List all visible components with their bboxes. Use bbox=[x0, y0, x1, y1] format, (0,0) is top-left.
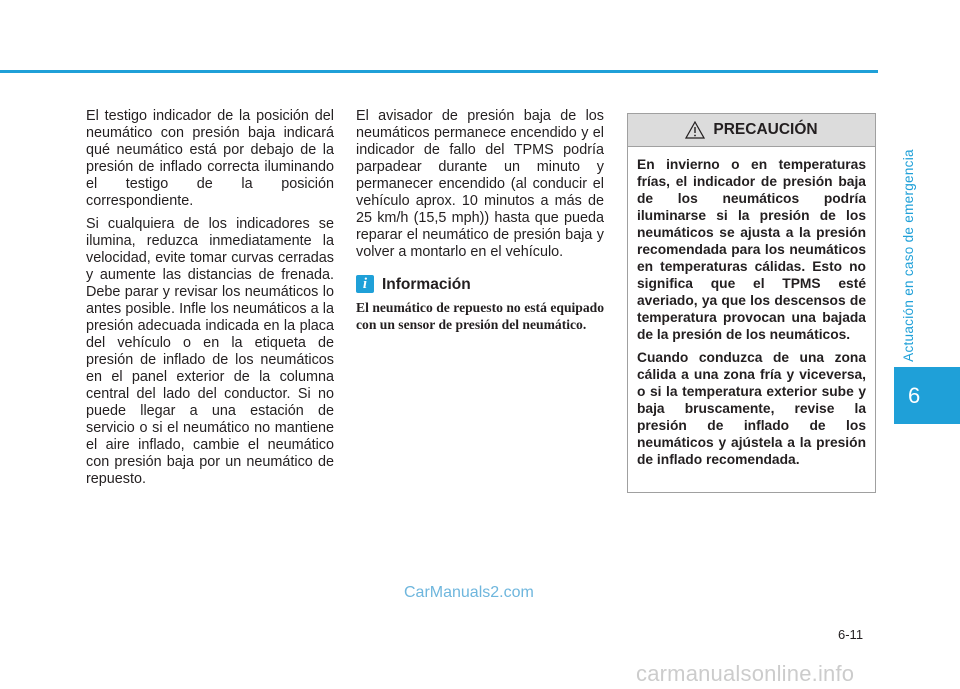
footer-watermark: carmanualsonline.info bbox=[636, 661, 855, 686]
section-side-label bbox=[896, 150, 920, 360]
chapter-number: 6 bbox=[908, 382, 921, 408]
column-left bbox=[86, 108, 334, 494]
caution-body bbox=[628, 147, 875, 468]
paragraph: Si cualquiera de los indicadores se ilumina, reduzca inmediatamente la velocidad, evite tomar curvas cerradas y aumente las distancias de frenada. Debe parar y revisar los neumáticos lo antes posible. Infle los neumáticos a la presión adecuada indicada en la placa del vehículo o en la etiqueta de presión de inflado de los neumáticos en el panel exterior de la columna central del lado del conductor. Si no puede llegar a una estación de servicio o si el neumático no mantiene el aire inflado, cambie el neumático con presión baja por un neumático de repuesto. bbox=[86, 216, 334, 487]
info-icon: i bbox=[356, 275, 374, 293]
caution-box bbox=[627, 113, 876, 493]
info-title: Información bbox=[382, 275, 471, 293]
paragraph: El avisador de presión baja de los neumáticos permanece encendido y el indicador de fallo del TPMS podría parpadear durante un minuto y permanecer encendido (al conducir el vehículo aprox. 10 minutos a más de 25 km/h (15,5 mph)) hasta que pueda reparar el neumático de presión baja y volver a montarlo en el vehículo. bbox=[356, 108, 604, 260]
caution-title: PRECAUCIÓN bbox=[713, 121, 818, 138]
warning-triangle-icon bbox=[685, 121, 705, 139]
header-rule bbox=[0, 70, 878, 73]
site-watermark: CarManuals2.com bbox=[404, 584, 534, 601]
caution-header bbox=[628, 114, 875, 147]
info-body: El neumático de repuesto no está equipado con un sensor de presión del neumático. bbox=[356, 300, 604, 332]
section-title: Actuación en caso de emergencia bbox=[900, 148, 916, 362]
info-header bbox=[356, 275, 604, 293]
caution-paragraph: Cuando conduzca de una zona cálida a una zona fría y viceversa, o si la temperatura exterior sube y baja bruscamente, revise la presión de inflado de los neumáticos y ajústela a la presión de inflado recomendada. bbox=[637, 350, 866, 467]
caution-paragraph: En invierno o en temperaturas frías, el indicador de presión baja de los neumáticos podría iluminarse si la presión de los neumáticos se ajusta a la presión recomendada para los neumáticos en temperaturas cálidas. Esto no significa que el TPMS esté averiado, ya que los descensos de temperatura provocan una bajada de la presión de los neumáticos. bbox=[637, 157, 866, 342]
column-middle bbox=[356, 108, 604, 339]
paragraph: El testigo indicador de la posición del neumático con presión baja indicará qué neumático está por debajo de la presión de inflado correcta iluminando el testigo de la posición correspondiente. bbox=[86, 108, 334, 209]
chapter-tab bbox=[894, 367, 960, 424]
page-number: 6-11 bbox=[838, 627, 864, 642]
